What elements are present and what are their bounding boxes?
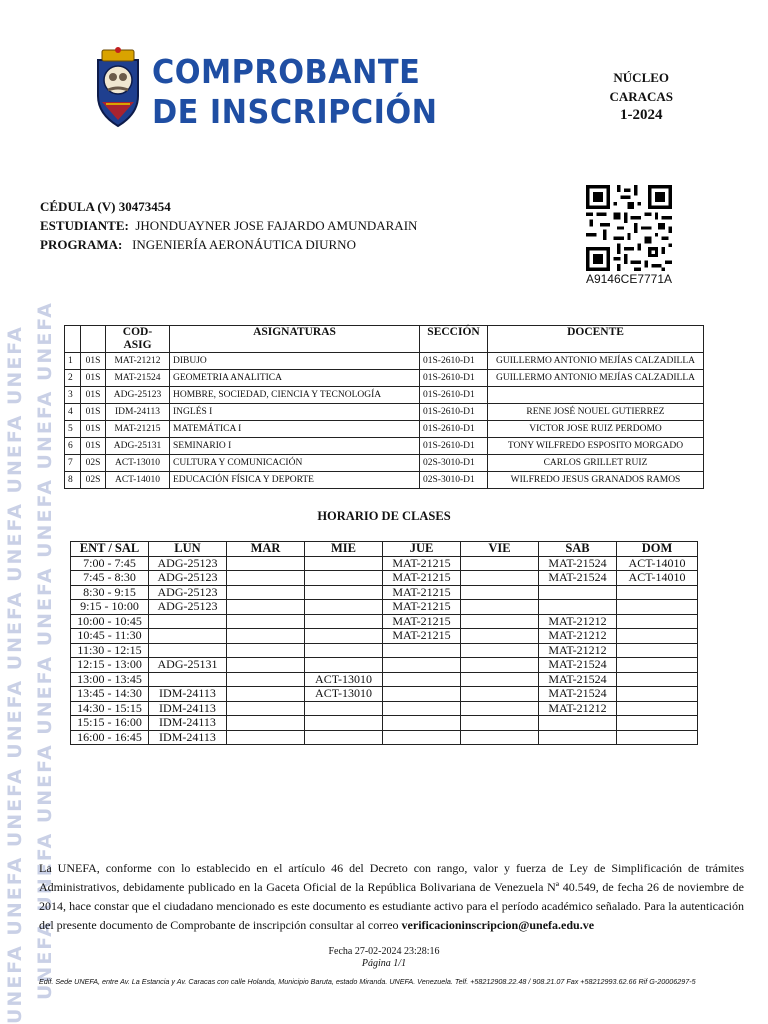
table-cell: SEMINARIO I bbox=[170, 438, 420, 455]
table-cell: ADG-25123 bbox=[106, 387, 170, 404]
estudiante-value: JHONDUAYNER JOSE FAJARDO AMUNDARAIN bbox=[135, 218, 418, 233]
table-row bbox=[65, 455, 704, 472]
unefa-crest-icon bbox=[92, 46, 144, 128]
table-row bbox=[65, 421, 704, 438]
table-cell bbox=[305, 658, 383, 673]
table-cell: ADG-25123 bbox=[149, 600, 227, 615]
schedule-header-cell: MIE bbox=[305, 542, 383, 557]
table-cell: 01S bbox=[81, 353, 106, 370]
subjects-header-row bbox=[65, 326, 704, 353]
table-cell: IDM-24113 bbox=[106, 404, 170, 421]
table-cell bbox=[227, 643, 305, 658]
table-cell: MATEMÁTICA I bbox=[170, 421, 420, 438]
table-cell: CULTURA Y COMUNICACIÓN bbox=[170, 455, 420, 472]
subjects-header-cell: DOCENTE bbox=[488, 326, 704, 353]
table-cell: 13:00 - 13:45 bbox=[71, 672, 149, 687]
table-cell: VICTOR JOSE RUIZ PERDOMO bbox=[488, 421, 704, 438]
table-cell bbox=[461, 687, 539, 702]
table-cell: 10:45 - 11:30 bbox=[71, 629, 149, 644]
table-cell: ACT-14010 bbox=[617, 571, 698, 586]
table-cell bbox=[383, 643, 461, 658]
table-cell: 7 bbox=[65, 455, 81, 472]
table-cell: GUILLERMO ANTONIO MEJÍAS CALZADILLA bbox=[488, 353, 704, 370]
table-cell: 8 bbox=[65, 472, 81, 489]
table-row bbox=[65, 353, 704, 370]
table-cell bbox=[305, 629, 383, 644]
table-cell: EDUCACIÓN FÍSICA Y DEPORTE bbox=[170, 472, 420, 489]
table-cell: 02S-3010-D1 bbox=[420, 472, 488, 489]
table-cell: ACT-14010 bbox=[617, 556, 698, 571]
table-cell bbox=[305, 600, 383, 615]
legal-text: La UNEFA, conforme con lo establecido en el artículo 46 del Decreto con rango, valor y fuerza de Ley de Simplificación de trámites Administrativos, debidamente publicado en la Gaceta Oficial de la República Bolivariana de Venezuela Nª 40.549, de fecha 26 de noviembre de 2014, hace constar que el ciudadano mencionado es este documento es estudiante activo para el período académico señalado. Para la autenticación del presente documento de Comprobante de inscripción consultar al correo bbox=[39, 861, 744, 932]
table-cell bbox=[383, 701, 461, 716]
schedule-header-cell: SAB bbox=[539, 542, 617, 557]
table-cell: MAT-21215 bbox=[383, 614, 461, 629]
programa-label: PROGRAMA: bbox=[40, 237, 123, 252]
table-row bbox=[71, 701, 698, 716]
table-cell bbox=[227, 585, 305, 600]
table-cell bbox=[617, 730, 698, 745]
table-cell bbox=[227, 629, 305, 644]
table-cell: CARLOS GRILLET RUIZ bbox=[488, 455, 704, 472]
table-cell: 4 bbox=[65, 404, 81, 421]
table-cell bbox=[227, 571, 305, 586]
title-line-2: DE INSCRIPCIÓN bbox=[152, 92, 438, 131]
table-cell bbox=[149, 643, 227, 658]
subjects-table bbox=[64, 325, 704, 489]
table-cell: 01S bbox=[81, 370, 106, 387]
table-cell: 01S-2610-D1 bbox=[420, 438, 488, 455]
table-cell bbox=[461, 701, 539, 716]
page-number: Página 1/1 bbox=[361, 958, 407, 969]
table-cell bbox=[617, 672, 698, 687]
table-cell: 01S bbox=[81, 404, 106, 421]
table-cell: MAT-21524 bbox=[539, 556, 617, 571]
table-cell: MAT-21212 bbox=[106, 353, 170, 370]
table-cell bbox=[383, 687, 461, 702]
table-cell: HOMBRE, SOCIEDAD, CIENCIA Y TECNOLOGÍA bbox=[170, 387, 420, 404]
schedule-title: HORARIO DE CLASES bbox=[317, 509, 451, 523]
subjects-header-cell: SECCIÓN bbox=[420, 326, 488, 353]
table-cell bbox=[227, 614, 305, 629]
table-cell: 2 bbox=[65, 370, 81, 387]
table-cell bbox=[617, 658, 698, 673]
table-cell: ADG-25131 bbox=[106, 438, 170, 455]
table-cell bbox=[461, 730, 539, 745]
table-row bbox=[65, 387, 704, 404]
table-row bbox=[71, 585, 698, 600]
table-cell: 01S bbox=[81, 387, 106, 404]
table-cell: 6 bbox=[65, 438, 81, 455]
table-cell: MAT-21215 bbox=[383, 571, 461, 586]
table-cell: MAT-21524 bbox=[539, 658, 617, 673]
table-cell: IDM-24113 bbox=[149, 716, 227, 731]
nucleo-label: NÚCLEO bbox=[613, 70, 670, 85]
qr-code-icon bbox=[586, 185, 672, 271]
table-cell bbox=[617, 629, 698, 644]
table-cell bbox=[227, 701, 305, 716]
table-cell bbox=[227, 600, 305, 615]
table-cell: 01S-2610-D1 bbox=[420, 353, 488, 370]
table-cell: 10:00 - 10:45 bbox=[71, 614, 149, 629]
footer-address: Edif. Sede UNEFA, entre Av. La Estancia y Av. Caracas con calle Holanda, Municipio Baruta, estado Miranda. UNEFA. Venezuela. Telf. +58212908.22.48 / 908.21.07 Fax +58212993.62.66 Rif G-20006297-5 bbox=[39, 977, 696, 986]
nucleo-value: CARACAS bbox=[609, 89, 673, 104]
table-cell bbox=[305, 556, 383, 571]
table-cell bbox=[461, 672, 539, 687]
table-cell bbox=[617, 585, 698, 600]
table-cell: ADG-25123 bbox=[149, 556, 227, 571]
title-line-1: COMPROBANTE bbox=[152, 52, 421, 91]
table-cell: MAT-21215 bbox=[383, 585, 461, 600]
table-row bbox=[65, 370, 704, 387]
table-cell: MAT-21212 bbox=[539, 701, 617, 716]
table-cell: MAT-21215 bbox=[383, 600, 461, 615]
table-cell: ACT-13010 bbox=[106, 455, 170, 472]
table-cell: 3 bbox=[65, 387, 81, 404]
table-cell bbox=[305, 701, 383, 716]
verification-code: A9146CE7771A bbox=[585, 272, 673, 286]
table-cell: 01S bbox=[81, 438, 106, 455]
table-cell bbox=[149, 614, 227, 629]
schedule-header-cell: DOM bbox=[617, 542, 698, 557]
nucleo-block bbox=[609, 68, 673, 125]
table-cell bbox=[383, 658, 461, 673]
table-cell: 9:15 - 10:00 bbox=[71, 600, 149, 615]
table-row bbox=[71, 571, 698, 586]
table-row bbox=[71, 687, 698, 702]
table-row bbox=[71, 614, 698, 629]
table-row bbox=[71, 629, 698, 644]
table-cell: ADG-25123 bbox=[149, 585, 227, 600]
table-row bbox=[71, 716, 698, 731]
table-cell bbox=[305, 571, 383, 586]
table-cell: ACT-13010 bbox=[305, 672, 383, 687]
table-cell: MAT-21212 bbox=[539, 643, 617, 658]
table-cell bbox=[488, 387, 704, 404]
table-cell bbox=[461, 614, 539, 629]
table-cell bbox=[383, 730, 461, 745]
table-cell: 01S bbox=[81, 421, 106, 438]
table-cell: ACT-13010 bbox=[305, 687, 383, 702]
table-row bbox=[71, 658, 698, 673]
table-cell bbox=[383, 716, 461, 731]
subjects-header-cell: COD-ASIG bbox=[106, 326, 170, 353]
schedule-table bbox=[70, 541, 698, 745]
table-cell bbox=[617, 687, 698, 702]
table-cell: MAT-21212 bbox=[539, 629, 617, 644]
table-cell bbox=[227, 687, 305, 702]
student-info bbox=[40, 197, 417, 254]
table-cell: ADG-25131 bbox=[149, 658, 227, 673]
table-cell: TONY WILFREDO ESPOSITO MORGADO bbox=[488, 438, 704, 455]
table-cell bbox=[617, 614, 698, 629]
table-row bbox=[71, 672, 698, 687]
table-cell: 11:30 - 12:15 bbox=[71, 643, 149, 658]
table-cell bbox=[461, 629, 539, 644]
table-cell: ACT-14010 bbox=[106, 472, 170, 489]
table-cell: 01S-2610-D1 bbox=[420, 387, 488, 404]
table-row bbox=[71, 730, 698, 745]
table-cell bbox=[383, 672, 461, 687]
print-date: Fecha 27-02-2024 23:28:16 bbox=[328, 946, 440, 957]
table-cell bbox=[227, 716, 305, 731]
watermark-text: UNEFA UNEFA UNEFA UNEFA UNEFA UNEFA UNEFA UNEFA bbox=[34, 301, 56, 1000]
table-row bbox=[71, 556, 698, 571]
table-cell: 02S-3010-D1 bbox=[420, 455, 488, 472]
subjects-header-cell bbox=[81, 326, 106, 353]
table-cell: 15:15 - 16:00 bbox=[71, 716, 149, 731]
table-cell: 5 bbox=[65, 421, 81, 438]
table-cell bbox=[461, 556, 539, 571]
table-cell bbox=[539, 600, 617, 615]
cedula: CÉDULA (V) 30473454 bbox=[40, 199, 171, 214]
table-cell: MAT-21524 bbox=[539, 687, 617, 702]
estudiante-label: ESTUDIANTE: bbox=[40, 218, 129, 233]
table-cell: 02S bbox=[81, 472, 106, 489]
table-cell bbox=[617, 600, 698, 615]
table-cell bbox=[539, 585, 617, 600]
table-cell: 7:00 - 7:45 bbox=[71, 556, 149, 571]
schedule-header-cell: JUE bbox=[383, 542, 461, 557]
table-cell: 8:30 - 9:15 bbox=[71, 585, 149, 600]
watermark-text: UNEFA UNEFA UNEFA UNEFA UNEFA UNEFA UNEFA UNEFA bbox=[4, 325, 26, 1024]
table-cell: 01S-2610-D1 bbox=[420, 404, 488, 421]
table-cell: WILFREDO JESUS GRANADOS RAMOS bbox=[488, 472, 704, 489]
verification-email: verificacioninscripcion@unefa.edu.ve bbox=[401, 918, 595, 932]
table-row bbox=[65, 438, 704, 455]
schedule-header-cell: ENT / SAL bbox=[71, 542, 149, 557]
table-cell bbox=[461, 643, 539, 658]
table-cell: IDM-24113 bbox=[149, 730, 227, 745]
table-cell bbox=[461, 571, 539, 586]
table-cell: 7:45 - 8:30 bbox=[71, 571, 149, 586]
table-cell: 02S bbox=[81, 455, 106, 472]
table-cell bbox=[227, 556, 305, 571]
schedule-header-cell: VIE bbox=[461, 542, 539, 557]
table-cell: IDM-24113 bbox=[149, 687, 227, 702]
schedule-header-cell: LUN bbox=[149, 542, 227, 557]
table-cell: INGLÉS I bbox=[170, 404, 420, 421]
table-cell: DIBUJO bbox=[170, 353, 420, 370]
table-cell bbox=[305, 716, 383, 731]
table-cell: 14:30 - 15:15 bbox=[71, 701, 149, 716]
table-cell: 12:15 - 13:00 bbox=[71, 658, 149, 673]
table-cell: GUILLERMO ANTONIO MEJÍAS CALZADILLA bbox=[488, 370, 704, 387]
table-cell bbox=[461, 585, 539, 600]
table-cell: MAT-21524 bbox=[539, 571, 617, 586]
table-cell: MAT-21212 bbox=[539, 614, 617, 629]
table-cell bbox=[149, 672, 227, 687]
schedule-header-row bbox=[71, 542, 698, 557]
table-cell: IDM-24113 bbox=[149, 701, 227, 716]
table-cell bbox=[617, 716, 698, 731]
table-row bbox=[65, 404, 704, 421]
table-cell: MAT-21524 bbox=[106, 370, 170, 387]
table-cell: ADG-25123 bbox=[149, 571, 227, 586]
table-cell bbox=[461, 716, 539, 731]
table-cell bbox=[305, 730, 383, 745]
table-cell: 01S-2610-D1 bbox=[420, 421, 488, 438]
table-cell bbox=[227, 658, 305, 673]
table-cell: MAT-21215 bbox=[383, 556, 461, 571]
subjects-header-cell: ASIGNATURAS bbox=[170, 326, 420, 353]
table-cell: 01S-2610-D1 bbox=[420, 370, 488, 387]
print-info bbox=[0, 946, 768, 970]
table-cell bbox=[149, 629, 227, 644]
table-cell: MAT-21215 bbox=[383, 629, 461, 644]
table-cell: RENE JOSÉ NOUEL GUTIERREZ bbox=[488, 404, 704, 421]
table-cell: 13:45 - 14:30 bbox=[71, 687, 149, 702]
table-cell: GEOMETRIA ANALITICA bbox=[170, 370, 420, 387]
table-cell bbox=[617, 643, 698, 658]
table-cell bbox=[539, 716, 617, 731]
table-cell: 16:00 - 16:45 bbox=[71, 730, 149, 745]
table-cell bbox=[305, 643, 383, 658]
subjects-header-cell bbox=[65, 326, 81, 353]
table-cell bbox=[617, 701, 698, 716]
schedule-header-cell: MAR bbox=[227, 542, 305, 557]
table-row bbox=[71, 643, 698, 658]
table-row bbox=[65, 472, 704, 489]
document-title bbox=[152, 52, 438, 132]
table-cell bbox=[305, 585, 383, 600]
table-cell bbox=[227, 672, 305, 687]
period: 1-2024 bbox=[619, 107, 663, 123]
table-cell: 1 bbox=[65, 353, 81, 370]
legal-statement bbox=[39, 859, 744, 935]
table-row bbox=[71, 600, 698, 615]
table-cell bbox=[461, 600, 539, 615]
table-cell bbox=[305, 614, 383, 629]
table-cell bbox=[227, 730, 305, 745]
programa-value: INGENIERÍA AERONÁUTICA DIURNO bbox=[132, 237, 356, 252]
table-cell bbox=[539, 730, 617, 745]
table-cell: MAT-21215 bbox=[106, 421, 170, 438]
table-cell bbox=[461, 658, 539, 673]
table-cell: MAT-21524 bbox=[539, 672, 617, 687]
